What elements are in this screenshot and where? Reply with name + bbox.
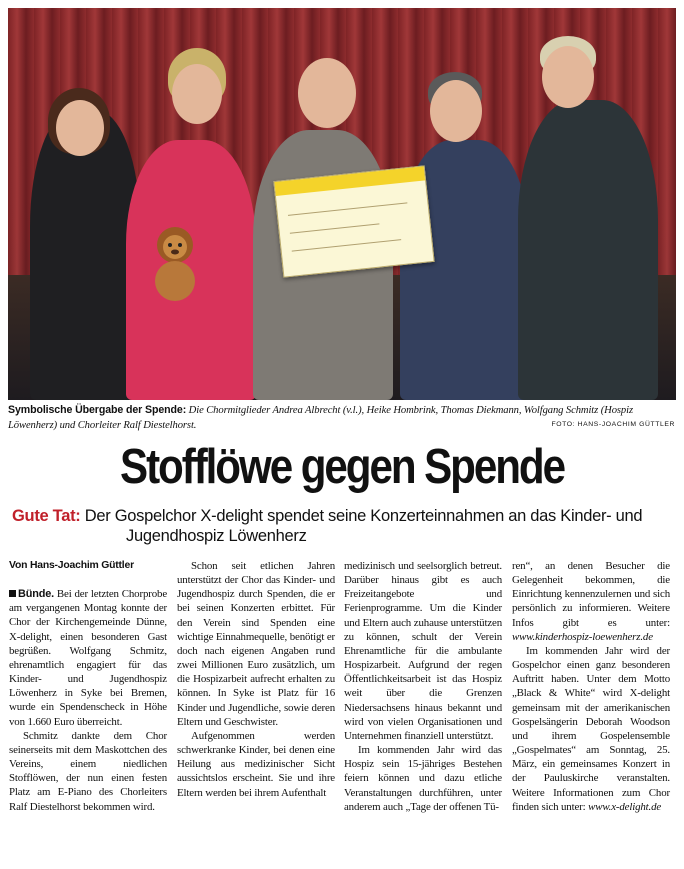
- donation-cheque: [273, 165, 434, 277]
- article-subheadline: [12, 506, 672, 546]
- article-photo: [8, 8, 676, 400]
- face-3: [298, 58, 356, 128]
- face-5: [542, 46, 594, 108]
- paragraph: [512, 559, 670, 644]
- caption-lead: Symbolische Übergabe der Spende:: [8, 404, 187, 416]
- subhead-kicker: Gute Tat:: [12, 507, 81, 525]
- cheque-line: [290, 223, 380, 233]
- subhead-line2: Jugendhospiz Löwenherz: [126, 527, 307, 545]
- bullet-square-icon: [9, 590, 16, 597]
- author-byline: Von Hans-Joachim Güttler: [9, 560, 134, 571]
- paragraph: Schon seit etlichen Jahren unterstützt der Chor das Kinder- und Jugendhospiz durch Spenden, die er bei seinen Konzerten erbittet. Für den Verein sind Spenden eine wichtige Einnahmequelle, benötigt er doch nach eigenen Angaben rund zwei Millionen Euro zusätzlich, um die Hospizarbeit aufrecht erhalten zu können. In Syke ist Platz für 16 Kinder und Jugendliche, sowie deren Eltern und Geschwister.: [177, 560, 335, 728]
- cheque-line: [292, 239, 402, 251]
- article-column-1: [9, 559, 167, 814]
- website-link[interactable]: www.kinderhospiz-loewenherz.de: [512, 630, 653, 643]
- paragraph: Im kommenden Jahr wird das Hospiz sein 15-jähriges Bestehen feiern können und dazu etliche Veranstaltungen durchführen, unter anderem auch „Tage der offenen Tü-: [344, 744, 502, 813]
- paragraph: Aufgenommen werden schwerkranke Kinder, bei denen eine Heilung aus medizinischer Sicht aussichtslos erscheint. Sie und ihre Eltern werden bei ihrem Aufenthalt: [177, 729, 335, 799]
- photo-caption: [8, 403, 676, 433]
- plush-lion-icon: [144, 223, 206, 303]
- face-1: [56, 100, 104, 156]
- article-column-3: [344, 559, 502, 814]
- website-link[interactable]: www.x-delight.de: [588, 800, 662, 813]
- article-column-4: [512, 559, 670, 814]
- caption-text: Die Chormitglieder Andrea Albrecht (v.l.), Heike Hombrink, Thomas Diekmann, Wolfgang Schmitz (Hospiz Löwenherz) und Chorleiter Ralf Diestelhorst.: [8, 405, 633, 431]
- paragraph-text: Im kommenden Jahr wird der Gospelchor einen ganz besonderen Auftritt haben. Unter dem Motto „Black & White“ wird X-delight gemeinsam mit der amerikanischen Gospelsängerin Deborah Woodson und ihrem Gospelensemble „Gospelmates“ am Sonntag, 25. März, ein gemeinsames Konzert in der Pauluskirche veranstalten. Weitere Informationen zum Chor finden sich unter:: [512, 644, 670, 813]
- paragraph: [512, 644, 670, 814]
- paragraph: medizinisch und seelsorglich betreut. Darüber hinaus gibt es auch Freizeitangebote und Ferienprogramme. Um die Kinder und Eltern auch zuhause unterstützen zu können, schult der Verein Ehrenamtliche für die ambulante Hospizarbeit. Aufgrund der regen Öffentlichkeitsarbeit ist das Hospiz weit über die Grenzen Niedersachsens hinaus bekannt und wird von vielen Organisationen und Unternehmen finanziell unterstützt.: [344, 560, 502, 742]
- face-2: [172, 64, 222, 124]
- paragraph-text: Bei der letzten Chorprobe am vergangenen Montag konnte der Chor der Kirchengemeinde Dünne, X-delight, einen besonderen Gast begrüßen. Wolfgang Schmitz, ehrenamtlich engagiert für das Kinder- und Jugendhospiz Löwenherz in Syke bei Bremen, wurde ein Spendenscheck in Höhe von 1.660 Euro überreicht.: [9, 588, 167, 728]
- paragraph: [9, 587, 167, 729]
- dateline: Bünde.: [18, 588, 55, 601]
- face-4: [430, 80, 482, 142]
- subhead-line1: Der Gospelchor X-delight spendet seine Konzerteinnahmen an das Kinder- und: [80, 507, 643, 525]
- person-ralf-diestelhorst: [518, 100, 658, 400]
- paragraph-text: ren“, an denen Besucher die Gelegenheit bekommen, die Einrichtung kennenzulernen und sich persönlich zu informieren. Weitere Infos gibt es unter:: [512, 560, 670, 629]
- cheque-line: [288, 202, 407, 216]
- article-headline: Stofflöwe gegen Spende: [120, 440, 564, 494]
- paragraph: Schmitz dankte dem Chor seinerseits mit dem Maskottchen des Vereins, einem niedlichen Stofflöwen, der nun einen festen Platz am E-Piano des Chorleiters Ralf Diestelhorst bekommen wird.: [9, 729, 167, 813]
- article-column-2: [177, 559, 335, 800]
- photo-credit: FOTO: HANS-JOACHIM GÜTTLER: [551, 421, 675, 428]
